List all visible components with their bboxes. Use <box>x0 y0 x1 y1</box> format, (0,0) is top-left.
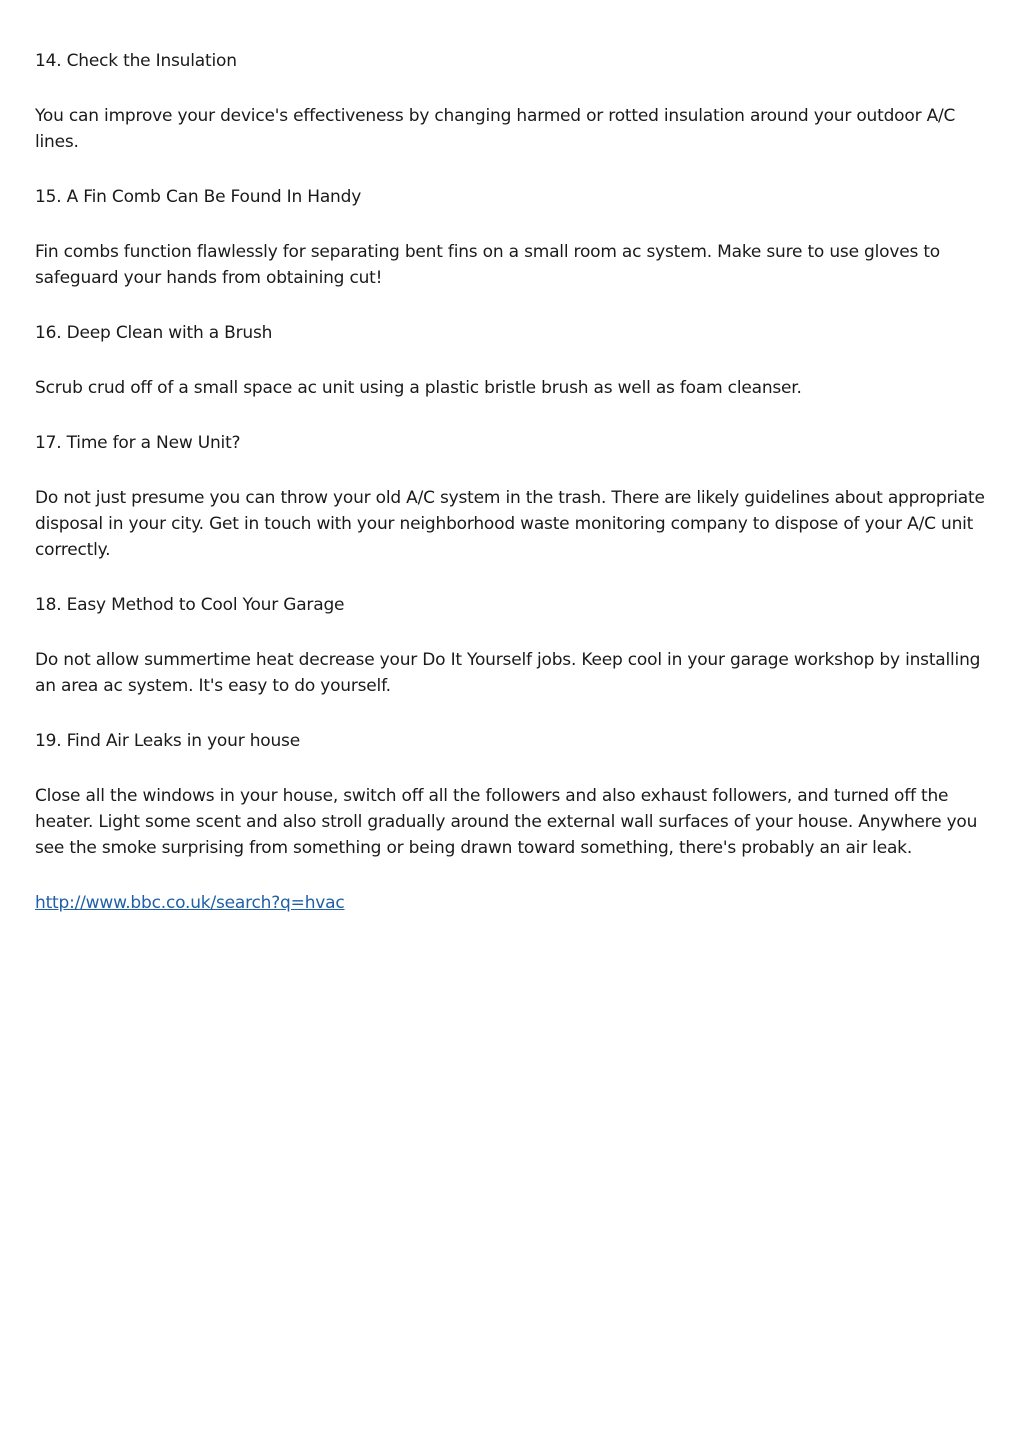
section-heading-18: 18. Easy Method to Cool Your Garage <box>35 595 345 615</box>
section-heading-14: 14. Check the Insulation <box>35 51 237 71</box>
section-body-18: Do not allow summertime heat decrease your Do It Yourself jobs. Keep cool in your garage workshop by installing an area ac system. It's easy to do yourself. <box>35 650 981 696</box>
reference-link[interactable]: http://www.bbc.co.uk/search?q=hvac <box>35 893 345 913</box>
section-body-17: Do not just presume you can throw your old A/C system in the trash. There are likely guidelines about appropriate disposal in your city. Get in touch with your neighborhood waste monitoring company to dispose of your A/C unit correctly. <box>35 488 985 560</box>
section-body-16: Scrub crud off of a small space ac unit using a plastic bristle brush as well as foam cleanser. <box>35 378 802 398</box>
section-heading-15: 15. A Fin Comb Can Be Found In Handy <box>35 187 362 207</box>
section-heading-19: 19. Find Air Leaks in your house <box>35 731 300 751</box>
section-body-19: Close all the windows in your house, switch off all the followers and also exhaust followers, and turned off the heater. Light some scent and also stroll gradually around the external wall surfaces of your house. Anywhere you see the smoke surprising from something or being drawn toward something, there's probably an air leak. <box>35 786 978 858</box>
section-body-15: Fin combs function flawlessly for separating bent fins on a small room ac system. Make sure to use gloves to safeguard your hands from obtaining cut! <box>35 242 940 288</box>
document-page <box>35 48 993 916</box>
section-heading-17: 17. Time for a New Unit? <box>35 433 241 453</box>
reference-link-line <box>35 890 993 916</box>
section-heading-16: 16. Deep Clean with a Brush <box>35 323 273 343</box>
section-body-14: You can improve your device's effectiveness by changing harmed or rotted insulation around your outdoor A/C lines. <box>35 106 956 152</box>
